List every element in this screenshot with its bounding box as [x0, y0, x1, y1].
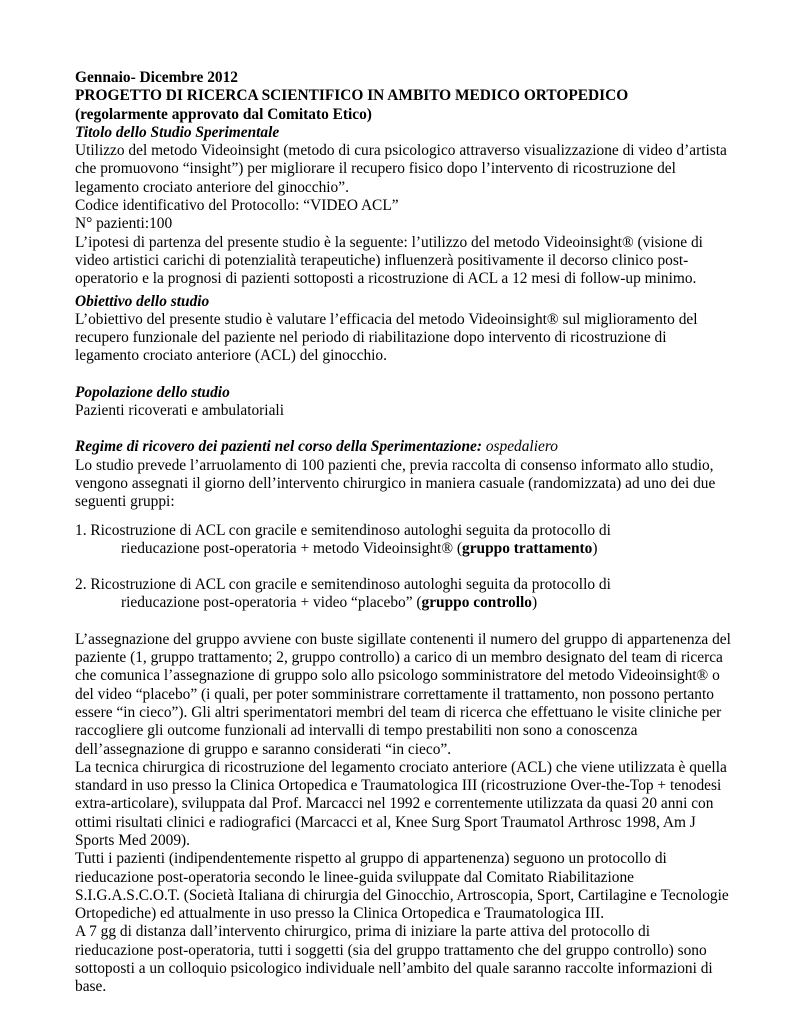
- approval-note: (regolarmente approvato dal Comitato Etico): [75, 105, 372, 123]
- group-item-2-first: 2. Ricostruzione di ACL con gracile e semitendinoso autologhi seguita da protocollo di: [75, 576, 611, 594]
- regime-text: Lo studio prevede l’arruolamento di 100 pazienti che, previa raccolta di consenso informato allo studio, vengono assegnati il giorno dell’intervento chirurgico in maniera casuale (randomizzata) ad uno dei due seguenti gruppi:: [75, 456, 716, 511]
- technique-text: La tecnica chirurgica di ricostruzione del legamento crociato anteriore (ACL) che viene utilizzata è quella standard in uso presso la Clinica Ortopedica e Traumatologica III (ricostruzione Over-the-Top + tenodesi extra-articolare), sviluppata dal Prof. Marcacci nel 1992 e correntemente utilizzata da quasi 20 anni con ottimi risultati clinici e radiografici (Marcacci et al, Knee Surg Sport Traumatol Arthrosc 1998, Am J Sports Med 2009).: [75, 758, 727, 849]
- group-item-2-label: gruppo controllo: [421, 594, 532, 612]
- group-item-2: [75, 576, 731, 613]
- group-item-2-end: ): [532, 594, 538, 612]
- group-item-1: [75, 522, 731, 559]
- group-item-1-first: 1. Ricostruzione di ACL con gracile e semitendinoso autologhi seguita da protocollo di: [75, 521, 611, 539]
- patient-count: N° pazienti:100: [75, 215, 173, 233]
- assignment-text: L’assegnazione del gruppo avviene con buste sigillate contenenti il numero del gruppo di appartenenza del paziente (1, gruppo trattamento; 2, gruppo controllo) a carico di un membro designato del team di ricerca che comunica l’assegnazione di gruppo solo allo psicologo somministratore del metodo Videoinsight® o del video “placebo” (i quali, per poter somministrare correttamente il trattamento, non possono pertanto essere “in cieco”). Gli altri sperimentatori membri del team di ricerca che effettuano le visite cliniche per raccogliere gli outcome funzionali ad intervalli di tempo prestabiliti non sono a conoscenza dell’assegnazione di gruppo e saranno considerati “in cieco”.: [75, 630, 731, 758]
- rehab-text: Tutti i pazienti (indipendentemente rispetto al gruppo di appartenenza) seguono un protocollo di rieducazione post-operatoria secondo le linee-guida sviluppate dal Comitato Riabilitazione S.I.G.A.S.C.O.T. (Società Italiana di chirurgia del Ginocchio, Artroscopia, Sport, Cartilagine e Tecnologie Ortopediche) ed attualmente in uso presso la Clinica Ortopedica e Traumatologica III.: [75, 850, 729, 923]
- interview-text: A 7 gg di distanza dall’intervento chirurgico, prima di iniziare la parte attiva del protocollo di rieducazione post-operatoria, tutti i soggetti (sia del gruppo trattamento che del gruppo controllo) sono sottoposti a un colloquio psicologico individuale nell’ambito del quale saranno raccolte informazioni di base.: [75, 923, 713, 996]
- regime-line: [75, 438, 731, 456]
- objective-heading: Obiettivo dello studio: [75, 292, 210, 310]
- protocol-code: Codice identificativo del Protocollo: “VIDEO ACL”: [75, 197, 399, 215]
- regime-value: ospedaliero: [485, 438, 558, 456]
- study-title-text: Utilizzo del metodo Videoinsight (metodo di cura psicologico attraverso visualizzazione di video d’artista che promuovono “insight”) per migliorare il recupero fisico dopo l’intervento di ricostruzione del legamento crociato anteriore del ginocchio”.: [75, 142, 727, 196]
- project-title: PROGETTO DI RICERCA SCIENTIFICO IN AMBITO MEDICO ORTOPEDICO: [75, 87, 629, 105]
- group-item-1-end: ): [592, 539, 598, 557]
- group-item-2-cont: rieducazione post-operatoria + video “placebo” (: [121, 594, 422, 612]
- regime-heading: Regime di ricovero dei pazienti nel corso della Sperimentazione:: [75, 438, 482, 456]
- population-text: Pazienti ricoverati e ambulatoriali: [75, 402, 284, 420]
- group-item-1-label: gruppo trattamento: [462, 539, 593, 557]
- study-title-heading: Titolo dello Studio Sperimentale: [75, 123, 280, 141]
- hypothesis-text: L’ipotesi di partenza del presente studio è la seguente: l’utilizzo del metodo Videoinsight® (visione di video artistici carichi di potenzialità terapeutiche) influenzerà positivamente il decorso clinico post-operatorio e la prognosi di pazienti sottoposti a ricostruzione di ACL a 12 mesi di follow-up minimo.: [75, 233, 703, 288]
- document-date: Gennaio- Dicembre 2012: [75, 69, 239, 86]
- group-item-1-cont: rieducazione post-operatoria + metodo Videoinsight® (: [121, 539, 462, 557]
- objective-text: L’obiettivo del presente studio è valutare l’efficacia del metodo Videoinsight® sul miglioramento del recupero funzionale del paziente nel periodo di riabilitazione dopo intervento di ricostruzione di legamento crociato anteriore (ACL) del ginocchio.: [75, 310, 698, 365]
- population-heading: Popolazione dello studio: [75, 383, 230, 401]
